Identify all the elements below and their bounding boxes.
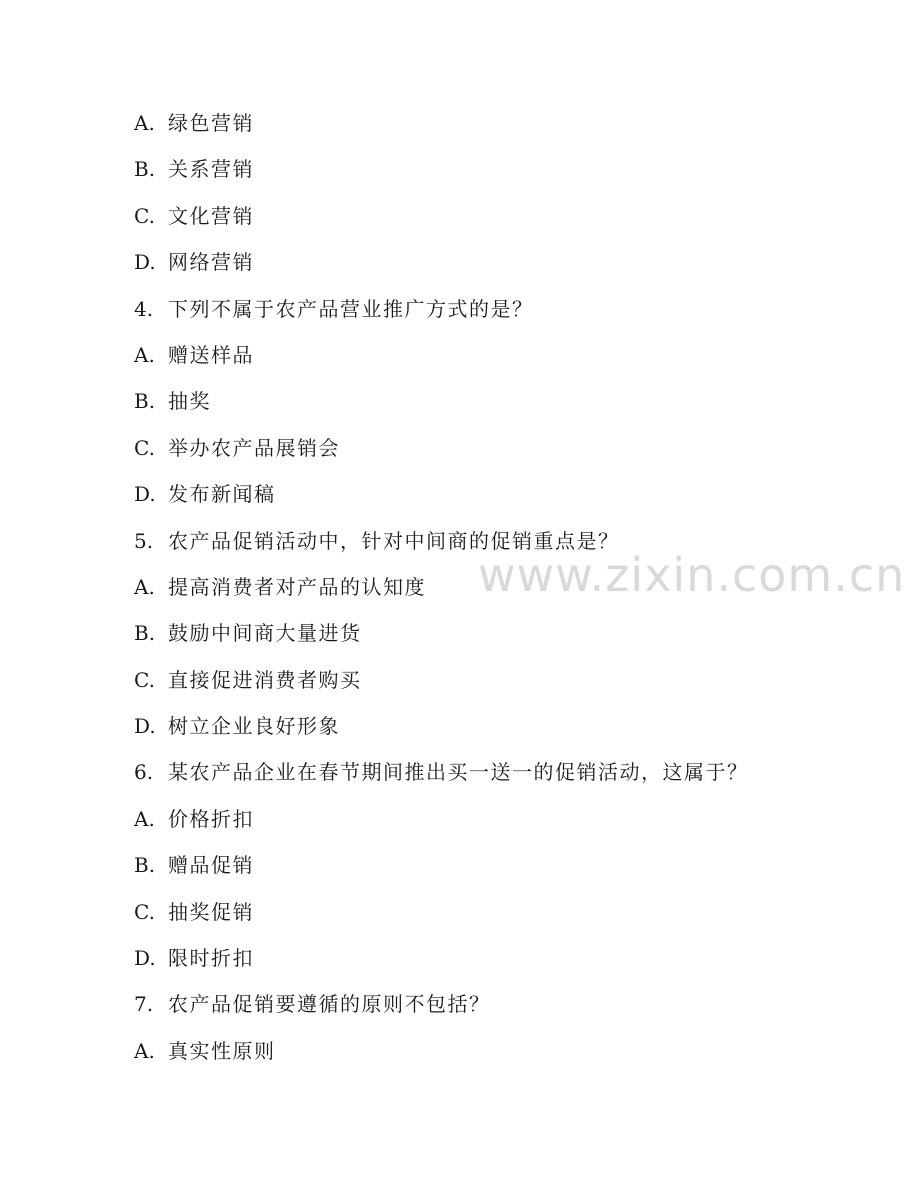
line-text: 提高消费者对产品的认知度 (168, 574, 426, 599)
line-text: 抽奖 (168, 389, 211, 414)
question-text: 某农产品企业在春节期间推出买一送一的促销活动，这属于？ (168, 760, 749, 785)
line-text: 鼓励中间商大量进货 (168, 621, 362, 646)
question-number: 4. (134, 296, 154, 321)
line-marker: D. (134, 714, 156, 739)
option-line (134, 614, 854, 660)
option-line (134, 197, 854, 243)
line-marker: B. (134, 853, 156, 878)
question-text: 农产品促销活动中，针对中间商的促销重点是？ (168, 528, 620, 553)
line-marker: C. (134, 435, 155, 460)
watermark: www.zixin.com.cn (478, 548, 906, 602)
option-line (134, 150, 854, 196)
question-line (134, 753, 854, 799)
line-marker: B. (134, 389, 156, 414)
line-text: 真实性原则 (168, 1038, 276, 1063)
line-marker: A. (134, 574, 155, 599)
line-marker: D. (134, 250, 156, 275)
line-marker: B. (134, 157, 156, 182)
option-line (134, 846, 854, 892)
question-number: 5. (134, 528, 154, 553)
line-text: 赠品促销 (168, 853, 254, 878)
question-line (134, 290, 854, 336)
question-text: 下列不属于农产品营业推广方式的是？ (168, 296, 534, 321)
line-text: 树立企业良好形象 (168, 714, 340, 739)
option-line (134, 939, 854, 985)
option-line (134, 661, 854, 707)
question-number: 7. (134, 992, 154, 1017)
line-marker: A. (134, 1038, 155, 1063)
line-text: 举办农产品展销会 (168, 435, 340, 460)
line-text: 赠送样品 (168, 342, 254, 367)
line-text: 抽奖促销 (168, 899, 254, 924)
option-line (134, 429, 854, 475)
line-text: 绿色营销 (168, 111, 254, 135)
line-text: 直接促进消费者购买 (168, 667, 362, 692)
option-line (134, 800, 854, 846)
option-line (134, 382, 854, 428)
line-text: 关系营销 (168, 157, 254, 182)
line-marker: C. (134, 899, 155, 924)
question-text: 农产品促销要遵循的原则不包括？ (168, 992, 491, 1017)
option-line (134, 893, 854, 939)
option-line (134, 243, 854, 289)
option-line (134, 475, 854, 521)
line-marker: C. (134, 203, 155, 228)
question-number: 6. (134, 760, 154, 785)
line-marker: A. (134, 806, 155, 831)
line-text: 价格折扣 (168, 806, 254, 831)
question-line (134, 985, 854, 1031)
option-line (134, 707, 854, 753)
option-line (134, 568, 854, 614)
option-line (134, 336, 854, 382)
line-marker: A. (134, 111, 155, 135)
line-marker: D. (134, 946, 156, 971)
line-text: 网络营销 (168, 250, 254, 275)
line-text: 文化营销 (168, 203, 254, 228)
option-line (134, 104, 854, 150)
option-line (134, 1032, 854, 1078)
line-marker: D. (134, 482, 156, 507)
line-text: 限时折扣 (168, 946, 254, 971)
line-marker: B. (134, 621, 156, 646)
question-line (134, 522, 854, 568)
line-marker: A. (134, 342, 155, 367)
line-marker: C. (134, 667, 155, 692)
question-list (134, 104, 854, 1078)
line-text: 发布新闻稿 (168, 482, 276, 507)
